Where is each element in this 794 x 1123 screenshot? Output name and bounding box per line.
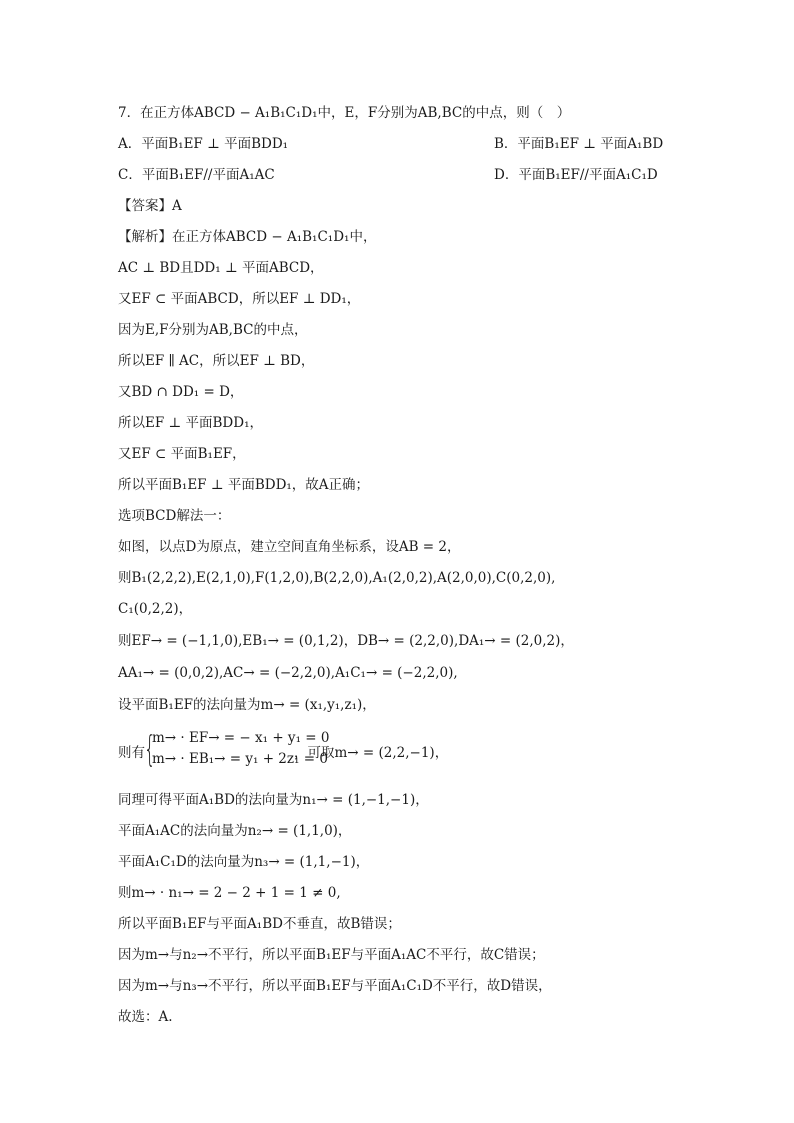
analysis-line: 如图，以点D为原点，建立空间直角坐标系，设AB = 2， — [118, 539, 461, 555]
system-suffix: ，可取m→ = (2,2,−1)， — [294, 745, 449, 761]
analysis-line: C₁(0,2,2)， — [118, 601, 193, 617]
analysis-line: 则m→ · n₁→ = 2 − 2 + 1 = 1 ≠ 0, — [118, 885, 341, 901]
analysis-line: 所以平面B₁EF ⊥ 平面BDD₁，故A正确； — [118, 477, 370, 493]
analysis-line: 因为m→与n₂→不平行，所以平面B₁EF与平面A₁AC不平行，故C错误； — [118, 947, 545, 963]
analysis-line: 又EF ⊂ 平面B₁EF， — [118, 446, 246, 462]
analysis-line: AA₁→ = (0,0,2),AC→ = (−2,2,0),A₁C₁→ = (−2,2,0), — [118, 665, 458, 681]
option-c: C．平面B₁EF//平面A₁AC — [118, 167, 275, 183]
analysis-line: 所以平面B₁EF与平面A₁BD不垂直，故B错误； — [118, 916, 401, 932]
question-stem: 7．在正方体ABCD − A₁B₁C₁D₁中，E，F分别为AB,BC的中点，则（ ） — [118, 105, 571, 121]
analysis-line: 【解析】在正方体ABCD − A₁B₁C₁D₁中， — [118, 229, 377, 245]
analysis-line: 同理可得平面A₁BD的法向量为n₁→ = (1,−1,−1)， — [118, 792, 429, 808]
system-row-2: m→ · EB₁→ = y₁ + 2z₁ = 0 — [152, 751, 328, 767]
analysis-line: 所以EF ∥ AC，所以EF ⊥ BD， — [118, 353, 315, 369]
option-d: D．平面B₁EF//平面A₁C₁D — [494, 167, 658, 183]
analysis-line: 选项BCD解法一： — [118, 508, 231, 524]
analysis-line: 设平面B₁EF的法向量为m→ = (x₁,y₁,z₁)， — [118, 697, 376, 713]
analysis-line: 又EF ⊂ 平面ABCD，所以EF ⊥ DD₁， — [118, 291, 361, 307]
option-a: A．平面B₁EF ⊥ 平面BDD₁ — [118, 136, 289, 152]
system-row-1: m→ · EF→ = − x₁ + y₁ = 0 — [152, 730, 330, 746]
analysis-line: 所以EF ⊥ 平面BDD₁， — [118, 415, 263, 431]
left-brace-icon: { — [144, 729, 156, 770]
system-prefix: 则有 — [118, 745, 145, 761]
analysis-line: 平面A₁C₁D的法向量为n₃→ = (1,1,−1)， — [118, 854, 370, 870]
analysis-line: AC ⊥ BD且DD₁ ⊥ 平面ABCD， — [118, 260, 324, 276]
analysis-line: 又BD ∩ DD₁ = D， — [118, 384, 244, 400]
analysis-line: 因为m→与n₃→不平行，所以平面B₁EF与平面A₁C₁D不平行，故D错误， — [118, 978, 552, 994]
analysis-line: 故选：A. — [118, 1009, 173, 1025]
analysis-line: 平面A₁AC的法向量为n₂→ = (1,1,0)， — [118, 823, 352, 839]
option-b: B．平面B₁EF ⊥ 平面A₁BD — [494, 136, 664, 152]
analysis-line: 因为E,F分别为AB,BC的中点， — [118, 322, 308, 338]
answer-line: 【答案】A — [118, 198, 182, 214]
analysis-line: 则B₁(2,2,2),E(2,1,0),F(1,2,0),B(2,2,0),A₁(2,0,2),A(2,0,0),C(0,2,0), — [118, 570, 556, 586]
analysis-line: 则EF→ = (−1,1,0),EB₁→ = (0,1,2)，DB→ = (2,2,0),DA₁→ = (2,0,2)， — [118, 633, 574, 649]
